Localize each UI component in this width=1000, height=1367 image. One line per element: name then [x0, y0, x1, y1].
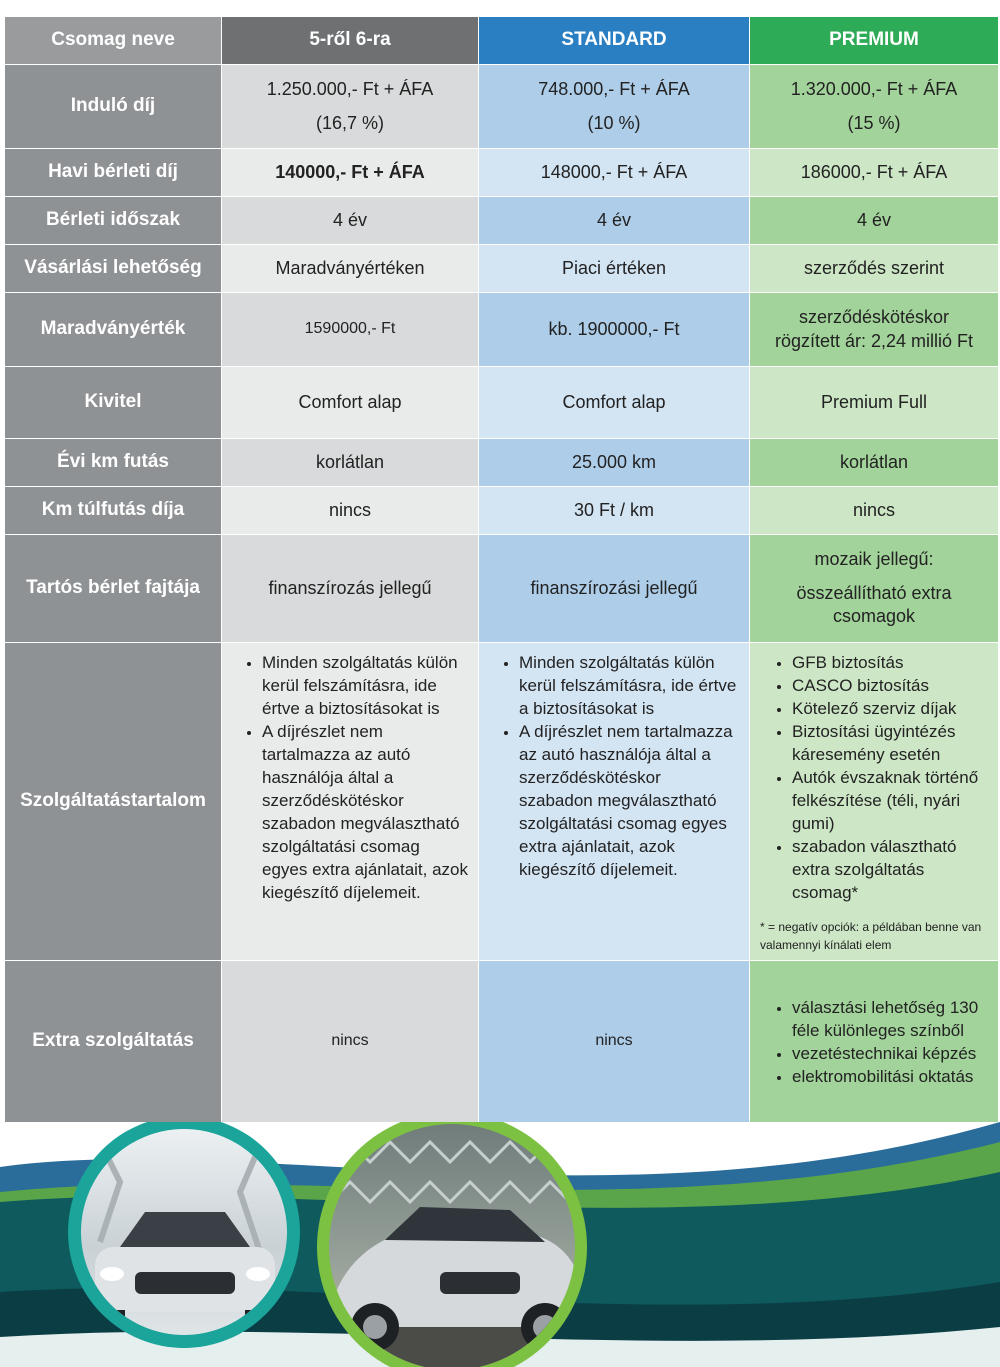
- row-label: Km túlfutás díja: [5, 487, 222, 535]
- list-item: • GFB biztosítás: [792, 651, 988, 674]
- row-havi: [5, 149, 999, 197]
- header-row: [5, 17, 999, 65]
- footnote: * = negatív opciók: a példában benne van valamennyi kínálati elem: [760, 920, 982, 952]
- cell: [750, 961, 999, 1123]
- cell: [222, 643, 479, 961]
- bullet-list: [760, 996, 988, 1088]
- list-item: • elektromobilitási oktatás: [792, 1065, 988, 1088]
- plan-header-premium: PREMIUM: [750, 17, 999, 65]
- row-label: Tartós bérlet fajtája: [5, 535, 222, 643]
- row-idoszak: [5, 197, 999, 245]
- cell-line: szerződéskötéskor: [798, 307, 950, 328]
- row-label: Bérleti időszak: [5, 197, 222, 245]
- bullet-list: [760, 651, 988, 904]
- cell-line: rögzített ár: 2,24 millió Ft: [774, 330, 974, 351]
- row-tulfutas: [5, 487, 999, 535]
- header-label: Csomag neve: [5, 17, 222, 65]
- row-label: Vásárlási lehetőség: [5, 245, 222, 293]
- cell: [750, 535, 999, 643]
- row-label: Kivitel: [5, 367, 222, 439]
- list-item: • Kötelező szerviz díjak: [792, 697, 988, 720]
- cell: 148000,- Ft + ÁFA: [479, 149, 750, 197]
- row-maradvany: [5, 293, 999, 367]
- cell: [750, 643, 999, 961]
- cell: szerződés szerint: [750, 245, 999, 293]
- leasing-comparison-table: [4, 16, 999, 1123]
- cell-line: 1.250.000,- Ft + ÁFA: [266, 79, 434, 100]
- cell: kb. 1900000,- Ft: [479, 293, 750, 367]
- cell: korlátlan: [750, 439, 999, 487]
- cell-line: mozaik jellegű:: [814, 549, 934, 570]
- cell: [479, 643, 750, 961]
- cell-line: 748.000,- Ft + ÁFA: [538, 79, 690, 100]
- cell-line: (15 %): [847, 112, 901, 133]
- cell: finanszírozási jellegű: [479, 535, 750, 643]
- row-label: Induló díj: [5, 65, 222, 149]
- list-item: • CASCO biztosítás: [792, 674, 988, 697]
- row-label: Havi bérleti díj: [5, 149, 222, 197]
- cell: 30 Ft / km: [479, 487, 750, 535]
- cell: nincs: [222, 961, 479, 1123]
- row-indulo: [5, 65, 999, 149]
- list-item: • Autók évszaknak történő felkészítése (téli, nyári gumi): [792, 766, 988, 835]
- cell: 186000,- Ft + ÁFA: [750, 149, 999, 197]
- list-item: • A díjrészlet nem tartalmazza az autó használója által a szerződéskötéskor szabadon megválasztható szolgáltatási csomag egyes extra ajánlatait, azok kiegészítő díjelemeit.: [262, 720, 468, 904]
- cell-line: (10 %): [587, 112, 641, 133]
- cell: finanszírozás jellegű: [222, 535, 479, 643]
- plan-header-5-6: 5-ről 6-ra: [222, 17, 479, 65]
- row-label: Szolgáltatástartalom: [5, 643, 222, 961]
- cell: 140000,- Ft + ÁFA: [222, 149, 479, 197]
- cell: Premium Full: [750, 367, 999, 439]
- cell-line: összeállítható extra csomagok: [796, 582, 952, 627]
- cell: [750, 65, 999, 149]
- list-item: • Minden szolgáltatás külön kerül felszámításra, ide értve a biztosításokat is: [519, 651, 739, 720]
- cell: Maradványértéken: [222, 245, 479, 293]
- cell: Piaci értéken: [479, 245, 750, 293]
- cell: korlátlan: [222, 439, 479, 487]
- row-kivitel: [5, 367, 999, 439]
- list-item: • vezetéstechnikai képzés: [792, 1042, 988, 1065]
- row-km: [5, 439, 999, 487]
- list-item: • választási lehetőség 130 féle különleges színből: [792, 996, 988, 1042]
- cell: nincs: [750, 487, 999, 535]
- row-vasarlasi: [5, 245, 999, 293]
- list-item: • A díjrészlet nem tartalmazza az autó használója által a szerződéskötéskor szabadon megválasztható szolgáltatási csomag egyes extra ajánlatait, azok kiegészítő díjelemeit.: [519, 720, 739, 881]
- bullet-list: [232, 651, 468, 904]
- cell: [222, 65, 479, 149]
- cell: 25.000 km: [479, 439, 750, 487]
- cell: 4 év: [222, 197, 479, 245]
- cell: 4 év: [750, 197, 999, 245]
- cell-line: 1.320.000,- Ft + ÁFA: [790, 79, 958, 100]
- list-item: • Minden szolgáltatás külön kerül felszámításra, ide értve a biztosításokat is: [262, 651, 468, 720]
- cell: nincs: [222, 487, 479, 535]
- plan-header-standard: STANDARD: [479, 17, 750, 65]
- row-label: Extra szolgáltatás: [5, 961, 222, 1123]
- cell: Comfort alap: [222, 367, 479, 439]
- cell: [479, 65, 750, 149]
- cell: [750, 293, 999, 367]
- row-label: Évi km futás: [5, 439, 222, 487]
- row-extra: [5, 961, 999, 1123]
- cell: 1590000,- Ft: [222, 293, 479, 367]
- cell: nincs: [479, 961, 750, 1123]
- row-fajta: [5, 535, 999, 643]
- footer-decoration: [0, 1122, 1000, 1367]
- cell: Comfort alap: [479, 367, 750, 439]
- list-item: • szabadon választható extra szolgáltatás csomag*: [792, 835, 988, 904]
- row-szolg: [5, 643, 999, 961]
- list-item: • Biztosítási ügyintézés káresemény esetén: [792, 720, 988, 766]
- cell: 4 év: [479, 197, 750, 245]
- bullet-list: [489, 651, 739, 881]
- cell-line: (16,7 %): [315, 112, 385, 133]
- comparison-sheet: [4, 16, 998, 1123]
- row-label: Maradványérték: [5, 293, 222, 367]
